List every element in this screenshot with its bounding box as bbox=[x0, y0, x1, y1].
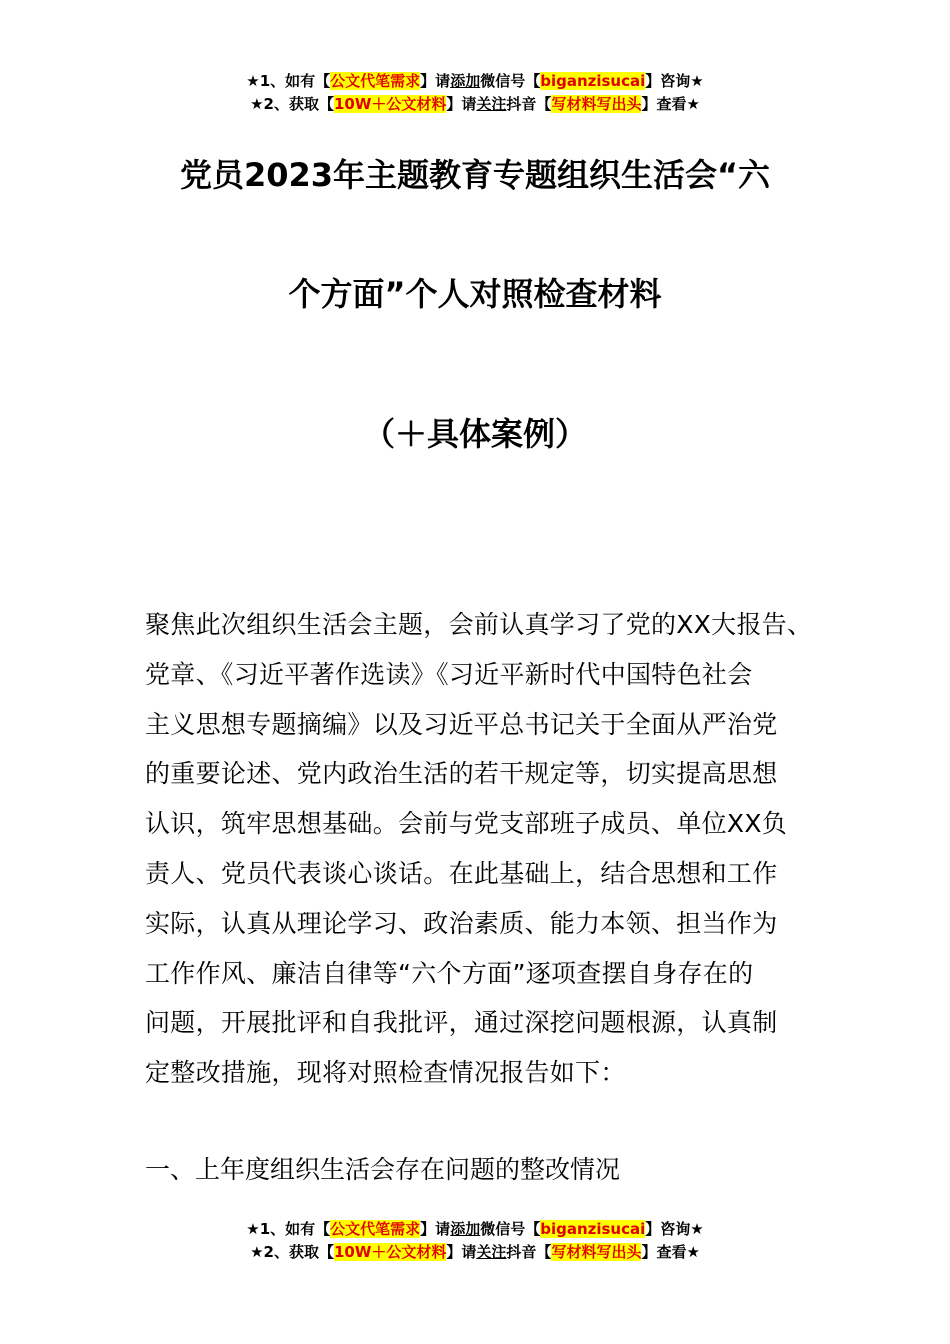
highlight-materials: 10W＋公文材料 bbox=[333, 95, 447, 113]
doc-title-line-3: （＋具体案例） bbox=[362, 415, 587, 453]
highlight-douyin-account: 写材料写出头 bbox=[551, 1243, 642, 1261]
paragraph-line: 责人、党员代表谈心谈话。在此基础上，结合思想和工作 bbox=[145, 858, 778, 888]
doc-title-line-2: 个方面”个人对照检查材料 bbox=[288, 275, 662, 313]
notice-line-2: ★2、获取【10W＋公文材料】请关注抖音【写材料写出头】查看★ bbox=[250, 1243, 700, 1261]
bottom-notice bbox=[0, 1218, 950, 1264]
paragraph-line: 党章、《习近平著作选读》《习近平新时代中国特色社会 bbox=[145, 659, 753, 689]
paragraph-line: 工作作风、廉洁自律等“六个方面”逐项查摆自身存在的 bbox=[145, 958, 754, 988]
paragraph-line: 认识，筑牢思想基础。会前与党支部班子成员、单位XX负 bbox=[145, 809, 788, 839]
notice-line-1: ★1、如有【公文代笔需求】请添加微信号【biganzisucai】咨询★ bbox=[246, 1220, 704, 1238]
paragraph-line: 的重要论述、党内政治生活的若干规定等，切实提高思想 bbox=[145, 759, 778, 789]
highlight-douyin-account: 写材料写出头 bbox=[551, 95, 642, 113]
highlight-wechat-id: biganzisucai bbox=[540, 72, 646, 90]
paragraph-line: 实际，认真从理论学习、政治素质、能力本领、担当作为 bbox=[145, 908, 778, 938]
paragraph-line: 定整改措施，现将对照检查情况报告如下： bbox=[145, 1058, 626, 1088]
highlight-writing-service: 公文代笔需求 bbox=[330, 1220, 421, 1238]
top-notice bbox=[0, 70, 950, 116]
doc-title-line-1: 党员2023年主题教育专题组织生活会“六 bbox=[179, 156, 771, 194]
notice-line-1: ★1、如有【公文代笔需求】请添加微信号【biganzisucai】咨询★ bbox=[246, 72, 704, 90]
notice-line-2: ★2、获取【10W＋公文材料】请关注抖音【写材料写出头】查看★ bbox=[250, 95, 700, 113]
paragraph-line: 主义思想专题摘编》以及习近平总书记关于全面从严治党 bbox=[145, 709, 778, 739]
highlight-wechat-id: biganzisucai bbox=[540, 1220, 646, 1238]
highlight-materials: 10W＋公文材料 bbox=[333, 1243, 447, 1261]
highlight-writing-service: 公文代笔需求 bbox=[330, 72, 421, 90]
section-heading: 一、上年度组织生活会存在问题的整改情况 bbox=[145, 1155, 621, 1184]
intro-paragraph bbox=[145, 600, 815, 1098]
paragraph-line: 聚焦此次组织生活会主题，会前认真学习了党的XX大报告、 bbox=[145, 610, 813, 639]
paragraph-line: 问题，开展批评和自我批评，通过深挖问题根源，认真制 bbox=[145, 1008, 778, 1038]
